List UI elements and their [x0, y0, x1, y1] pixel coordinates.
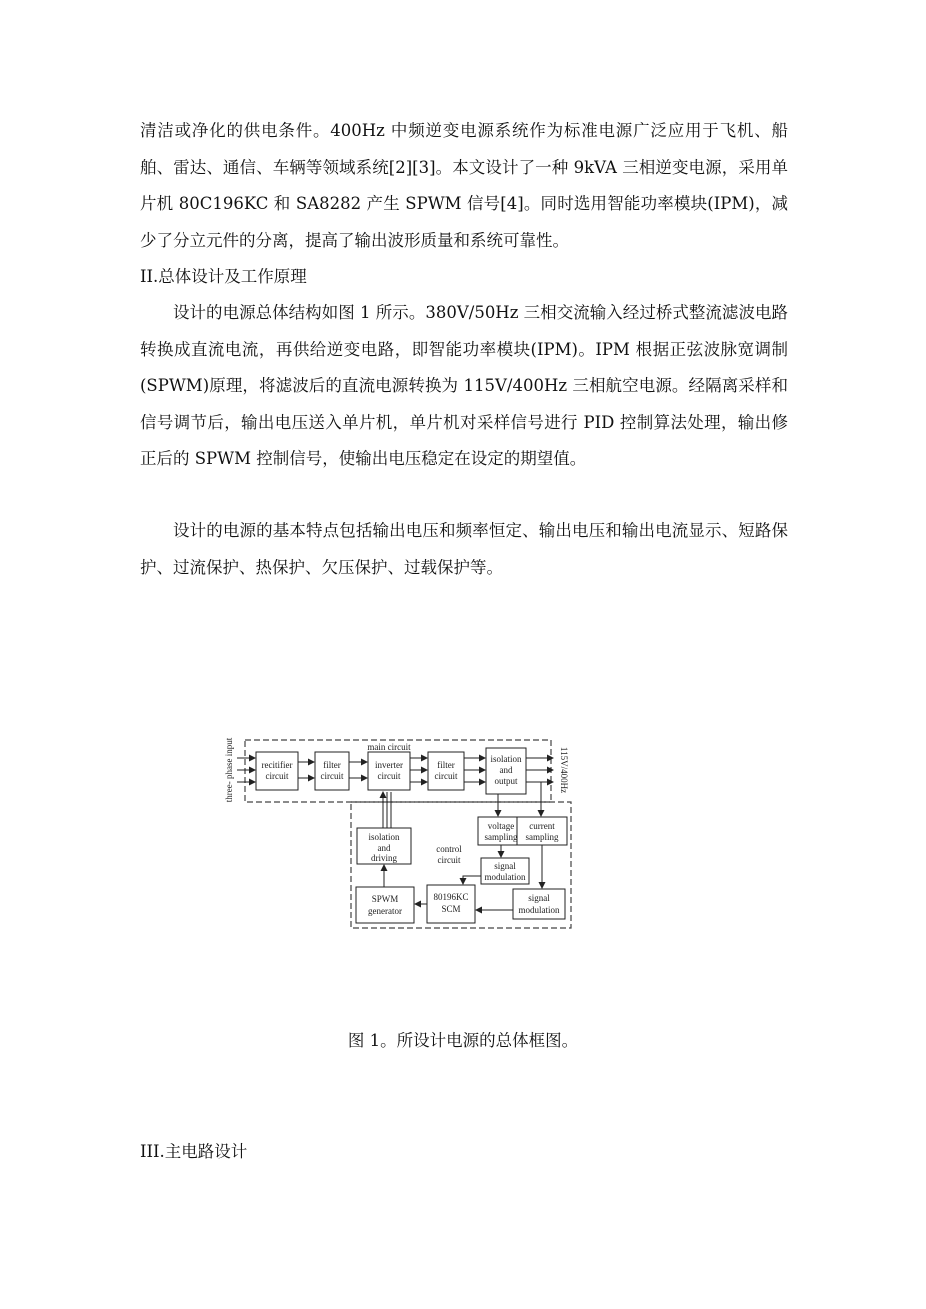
sigmod1-label-1: signal: [494, 861, 516, 871]
inverter-label-2: circuit: [377, 771, 401, 781]
scm-label-2: SCM: [441, 904, 461, 914]
sigmod2-label-2: modulation: [518, 905, 560, 915]
paragraph-1: 清洁或净化的供电条件。400Hz 中频逆变电源系统作为标准电源广泛应用于飞机、船舶、雷达、通信、车辆等领域系统[2][3]。本文设计了一种 9kVA 三相逆变电源，采用单片机 80C196KC 和 SA8282 产生 SPWM 信号[4]。同时选用智能功率模块(IPM)，减少了分立元件的分离，提高了输出波形质量和系统可靠性。: [140, 121, 788, 250]
scm-label-1: 80196KC: [433, 892, 469, 902]
spwm-generator-block: [356, 887, 414, 923]
paragraph-3: 设计的电源的基本特点包括输出电压和频率恒定、输出电压和输出电流显示、短路保护、过流保护、热保护、欠压保护、过载保护等。: [140, 521, 788, 577]
filter2-label-1: filter: [437, 760, 455, 770]
filter1-label-1: filter: [323, 760, 341, 770]
rectifier-label-1: recitifier: [261, 760, 293, 770]
filter2-label-2: circuit: [434, 771, 458, 781]
main-circuit-label: main circuit: [367, 742, 411, 752]
inverter-label-1: inverter: [375, 760, 403, 770]
control-circuit-label-2: circuit: [437, 855, 461, 865]
sigmod2-label-1: signal: [528, 893, 550, 903]
csamp-label-1: current: [529, 821, 555, 831]
control-circuit-label-1: control: [436, 844, 462, 854]
input-label: three- phase input: [224, 737, 234, 803]
isoout-label-1: isolation: [490, 754, 522, 764]
isodrive-label-1: isolation: [368, 832, 400, 842]
figure-caption: 图 1。所设计电源的总体框图。: [347, 1031, 579, 1050]
isoout-label-3: output: [494, 776, 518, 786]
paragraph-2: 设计的电源总体结构如图 1 所示。380V/50Hz 三相交流输入经过桥式整流滤波电路转换成直流电流，再供给逆变电路，即智能功率模块(IPM)。IPM 根据正弦波脉宽调制(SPWM)原理，将滤波后的直流电源转换为 115V/400Hz 三相航空电源。经隔离采样和信号调节后，输出电压送入单片机，单片机对采样信号进行 PID 控制算法处理，输出修正后的 SPWM 控制信号，使输出电压稳定在设定的期望值。: [140, 303, 788, 468]
sigmod1-label-2: modulation: [484, 872, 526, 882]
spwm-label-1: SPWM: [371, 894, 399, 904]
vsamp-label-1: voltage: [487, 821, 515, 831]
output-label: 115V/400Hz: [559, 746, 569, 794]
filter1-label-2: circuit: [320, 771, 344, 781]
rectifier-label-2: circuit: [265, 771, 289, 781]
section-heading-2: II.总体设计及工作原理: [140, 267, 307, 286]
vsamp-label-2: sampling: [484, 832, 518, 842]
block-diagram-figure: [215, 732, 585, 932]
isodrive-label-3: driving: [371, 853, 397, 863]
isodrive-label-2: and: [377, 843, 391, 853]
csamp-label-2: sampling: [525, 832, 559, 842]
isoout-label-2: and: [499, 765, 513, 775]
section-heading-3: III.主电路设计: [140, 1142, 248, 1161]
spwm-label-2: generator: [368, 906, 402, 916]
